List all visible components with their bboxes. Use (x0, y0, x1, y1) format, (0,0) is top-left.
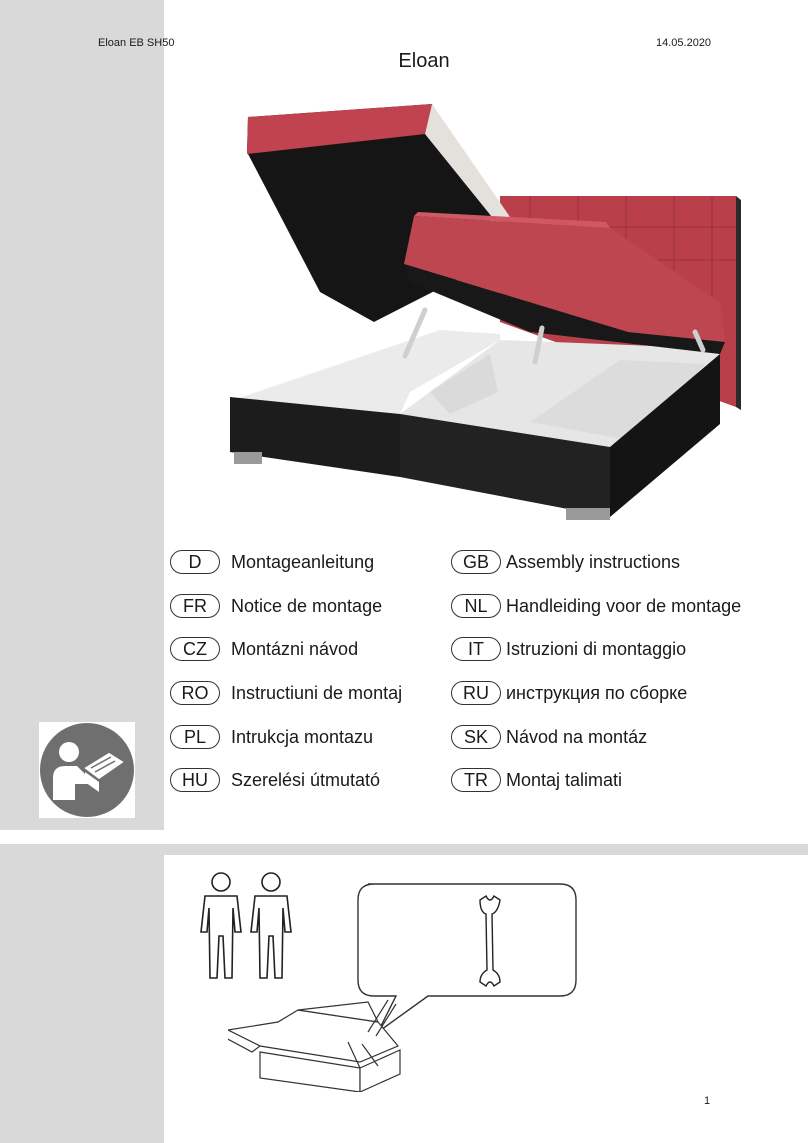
language-label: Intrukcja montazu (231, 726, 374, 747)
language-row-sk (451, 724, 647, 750)
section-divider (164, 844, 808, 855)
doc-code: Eloan EB SH50 (98, 37, 175, 49)
language-label: Assembly instructions (506, 551, 681, 572)
language-row-ro (170, 680, 402, 706)
language-label: Montaj talimati (506, 769, 623, 790)
language-row-d (170, 549, 374, 575)
language-code-badge: FR (170, 594, 220, 618)
language-label: Montázni návod (231, 638, 359, 659)
language-row-gb (451, 549, 680, 575)
language-row-fr (170, 593, 382, 619)
language-code-badge: CZ (170, 637, 220, 661)
boxspring-bed-illustration (200, 92, 750, 527)
language-code-badge: IT (451, 637, 501, 661)
language-label: Szerelési útmutató (231, 769, 381, 790)
language-code-badge: GB (451, 550, 501, 574)
page-number: 1 (704, 1095, 711, 1107)
page-title: Eloan (398, 50, 450, 72)
toolbox-icon (228, 1000, 400, 1092)
language-row-pl (170, 724, 373, 750)
language-label: Notice de montage (231, 595, 383, 616)
language-code-badge: RU (451, 681, 501, 705)
language-row-tr (451, 767, 622, 793)
language-label: Handleiding voor de montage (506, 595, 742, 616)
language-label: Istruzioni di montaggio (506, 638, 687, 659)
language-code-badge: RO (170, 681, 220, 705)
language-label: инструкция по сборке (506, 682, 688, 703)
read-manual-icon (39, 722, 135, 818)
language-label: Návod na montáz (506, 726, 648, 747)
sidebar-divider (0, 830, 164, 844)
required-tools-callout (228, 882, 580, 1092)
language-label: Instructiuni de montaj (231, 682, 403, 703)
doc-date: 14.05.2020 (656, 37, 712, 49)
sidebar-panel (0, 0, 164, 1143)
language-code-badge: SK (451, 725, 501, 749)
language-row-cz (170, 636, 358, 662)
language-code-badge: D (170, 550, 220, 574)
language-label: Montageanleitung (231, 551, 375, 572)
language-code-badge: TR (451, 768, 501, 792)
language-code-badge: HU (170, 768, 220, 792)
language-row-ru (451, 680, 687, 706)
language-row-it (451, 636, 686, 662)
language-row-hu (170, 767, 380, 793)
language-code-badge: NL (451, 594, 501, 618)
language-row-nl (451, 593, 741, 619)
language-code-badge: PL (170, 725, 220, 749)
